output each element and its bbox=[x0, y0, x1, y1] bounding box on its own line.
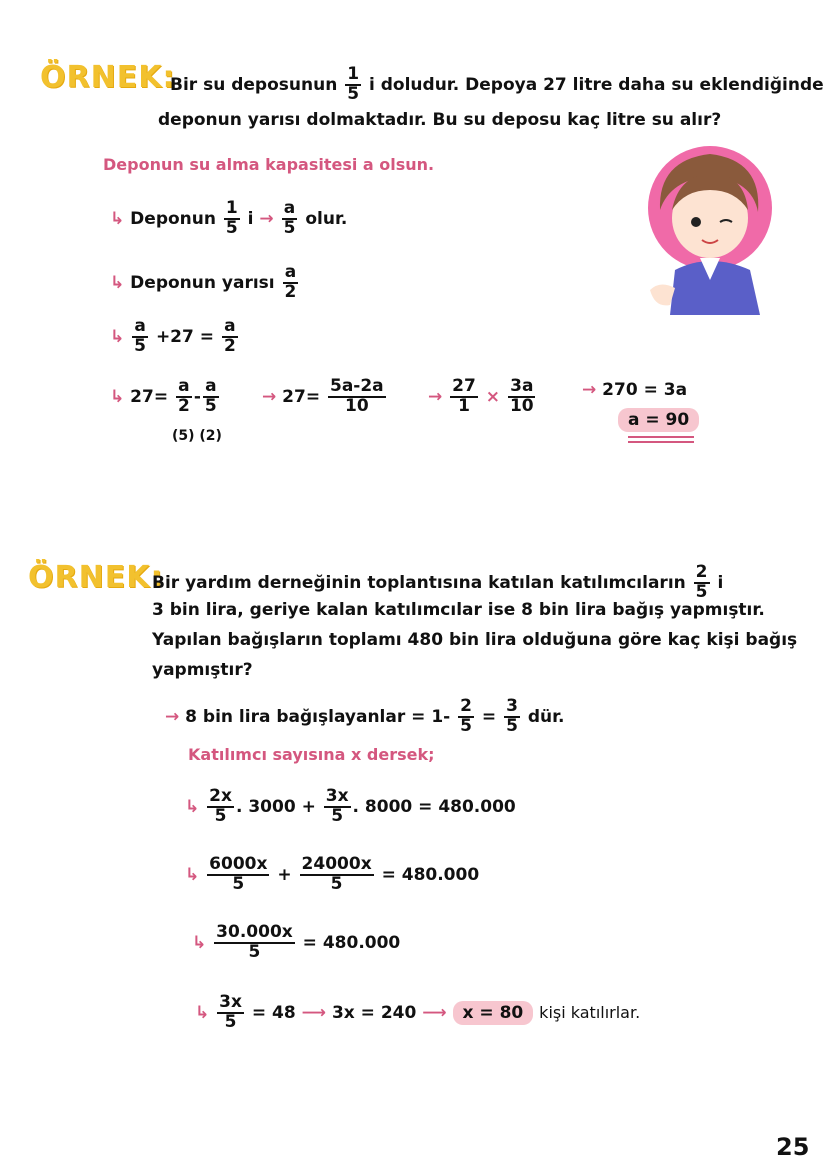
right-arrow-icon: → bbox=[262, 386, 277, 407]
example-2-tag: ÖRNEK: bbox=[28, 560, 164, 595]
ex1-step-3: ↳ $\frac{a}{5}$ +27 = $\frac{a}{2}$ bbox=[110, 316, 236, 356]
page-number: 25 bbox=[776, 1133, 810, 1161]
right-arrow-icon: → bbox=[165, 706, 180, 727]
ex2-answer: x = 80 bbox=[453, 1001, 534, 1025]
long-arrow-icon: ⟶ bbox=[301, 1002, 327, 1023]
ex2-note: Katılımcı sayısına x dersek; bbox=[188, 745, 435, 764]
ex2-step-2: ↳ $\frac{2x}{5}$ . 3000 + $\frac{3x}{5}$ . 8000 = 480.000 bbox=[185, 786, 516, 826]
example-1-note: Deponun su alma kapasitesi a olsun. bbox=[103, 155, 435, 174]
ex2-step-4: ↳ $\frac{30.000x}{5}$ = 480.000 bbox=[192, 922, 401, 962]
example-2-question-line2: 3 bin lira, geriye kalan katılımcılar ise 8 bin lira bağış yapmıştır. bbox=[152, 600, 765, 620]
example-1-tag: ÖRNEK: bbox=[40, 60, 176, 95]
right-arrow-icon: → bbox=[582, 380, 597, 400]
q-text-2: i doludur. Depoya 27 litre daha su eklendiğinde bbox=[369, 74, 824, 95]
ex1-answer: a = 90 bbox=[618, 408, 699, 432]
example-2-question-line3: Yapılan bağışların toplamı 480 bin lira olduğuna göre kaç kişi bağış bbox=[152, 630, 798, 650]
ex1-step-4c: → $\frac{27}{1}$ × $\frac{3a}{10}$ bbox=[428, 376, 534, 416]
hook-arrow-icon: ↳ bbox=[195, 1002, 210, 1023]
example-2-question-line4: yapmıştır? bbox=[152, 660, 253, 680]
ex2-step-3: ↳ $\frac{6000x}{5}$ + $\frac{24000x}{5}$ = 480.000 bbox=[185, 854, 480, 894]
ex1-multipliers: (5) (2) bbox=[172, 428, 222, 444]
answer-underline bbox=[628, 436, 694, 438]
answer-underline-2 bbox=[628, 441, 694, 443]
hook-arrow-icon: ↳ bbox=[185, 864, 200, 885]
ex1-step-4: ↳ 27= $\frac{a}{2}$ - $\frac{a}{5}$ bbox=[110, 376, 217, 416]
ex1-step-2: ↳ Deponun yarısı $\frac{a}{2}$ bbox=[110, 262, 297, 302]
q-fraction: $\frac{1}{5}$ bbox=[347, 64, 360, 104]
ex1-result: → 270 = 3a bbox=[582, 380, 688, 400]
ex2-step-5: ↳ $\frac{3x}{5}$ = 48 ⟶ 3x = 240 ⟶ x = 80 kişi katılırlar. bbox=[195, 992, 641, 1032]
example-1-question-line2: deponun yarısı dolmaktadır. Bu su deposu kaç litre su alır? bbox=[158, 110, 722, 130]
hook-arrow-icon: ↳ bbox=[110, 272, 125, 293]
right-arrow-icon: → bbox=[259, 208, 274, 229]
hook-arrow-icon: ↳ bbox=[110, 386, 125, 407]
hook-arrow-icon: ↳ bbox=[192, 932, 207, 953]
hook-arrow-icon: ↳ bbox=[110, 326, 125, 347]
cross-multiply-icon: × bbox=[485, 386, 501, 407]
example-2-question-line1: Bir yardım derneğinin toplantısına katılan katılımcıların $\frac{2}{5}$ i bbox=[152, 562, 724, 602]
ex1-step-1: ↳ Deponun $\frac{1}{5}$ i → $\frac{a}{5}$ olur. bbox=[110, 198, 348, 238]
ex1-step-4b: → 27= $\frac{5a-2a}{10}$ bbox=[262, 376, 384, 416]
hook-arrow-icon: ↳ bbox=[185, 796, 200, 817]
example-1-question-line1 bbox=[170, 66, 824, 104]
ex2-step-1: → 8 bin lira bağışlayanlar = 1- $\frac{2}{5}$ = $\frac{3}{5}$ dür. bbox=[165, 696, 565, 736]
q-text: Bir su deposunun bbox=[170, 74, 338, 95]
teacher-avatar bbox=[640, 140, 790, 320]
long-arrow-icon: ⟶ bbox=[422, 1002, 447, 1023]
hook-arrow-icon: ↳ bbox=[110, 208, 125, 229]
right-arrow-icon: → bbox=[428, 386, 443, 407]
